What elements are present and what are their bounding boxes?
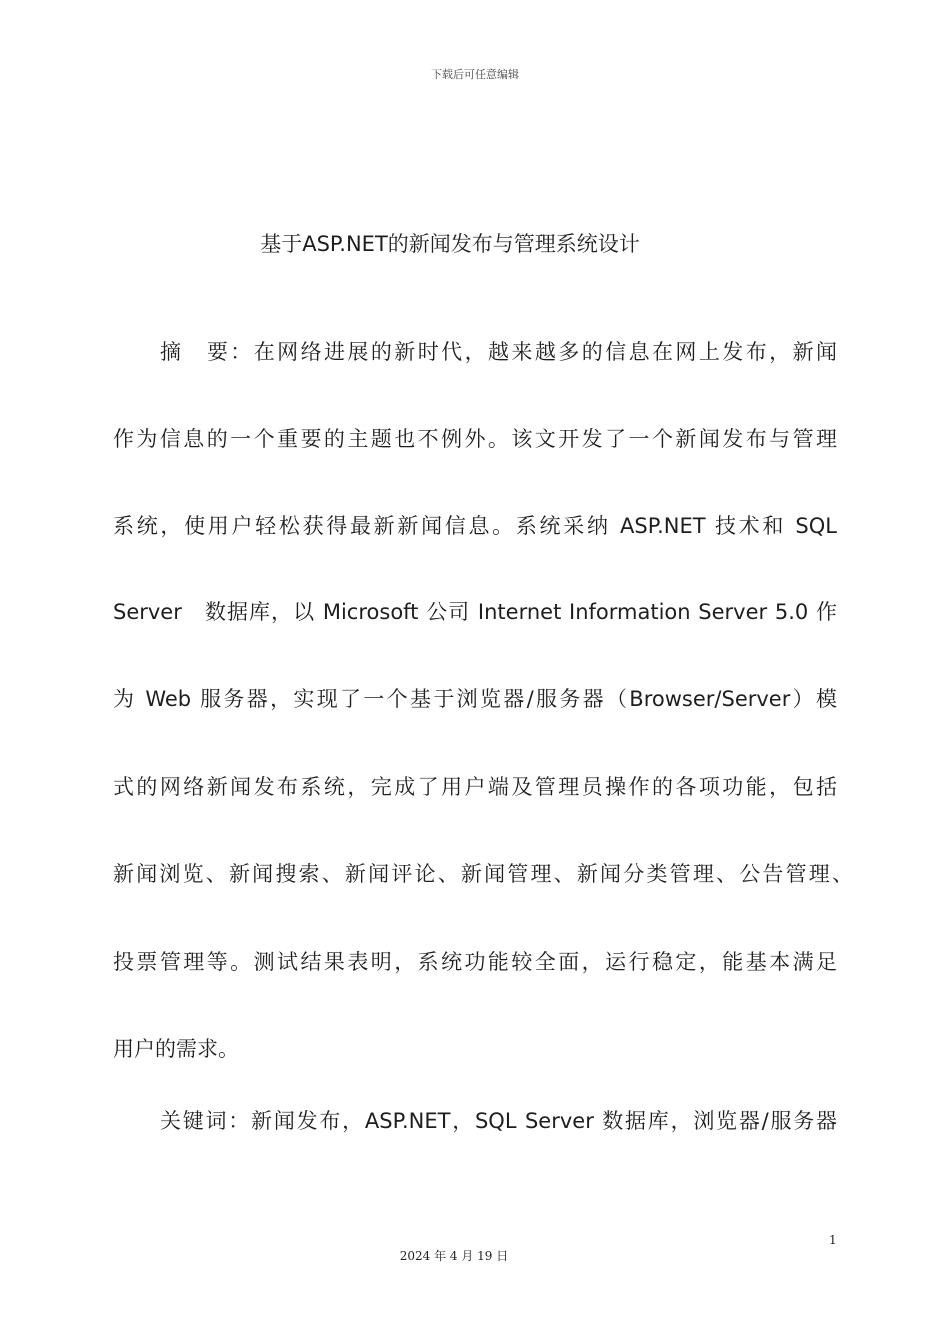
abstract-line-5: 为 Web 服务器，实现了一个基于浏览器/服务器（Browser/Server）模 bbox=[113, 687, 837, 711]
abstract-line-9: 用户的需求。 bbox=[113, 1037, 239, 1061]
page-number: 1 bbox=[829, 1233, 837, 1247]
abstract-line-6: 式的网络新闻发布系统，完成了用户端及管理员操作的各项功能，包括 bbox=[113, 775, 837, 799]
abstract-line-8: 投票管理等。测试结果表明，系统功能较全面，运行稳定，能基本满足 bbox=[113, 950, 837, 974]
abstract-line-4: Server 数据库，以 Microsoft 公司 Internet Information Server 5.0 作 bbox=[113, 600, 837, 624]
abstract-line-2: 作为信息的一个重要的主题也不例外。该文开发了一个新闻发布与管理 bbox=[113, 427, 837, 451]
footer-date: 2024 年 4 月 19 日 bbox=[399, 1249, 509, 1263]
page-header-note: 下载后可任意编辑 bbox=[431, 68, 519, 81]
keywords-line: 关键词：新闻发布，ASP.NET，SQL Server 数据库，浏览器/服务器 bbox=[160, 1109, 837, 1133]
abstract-line-7: 新闻浏览、新闻搜索、新闻评论、新闻管理、新闻分类管理、公告管理、 bbox=[113, 862, 853, 886]
document-title: 基于ASP.NET的新闻发布与管理系统设计 bbox=[260, 232, 640, 256]
abstract-line-1: 摘 要：在网络进展的新时代，越来越多的信息在网上发布，新闻 bbox=[160, 340, 837, 364]
abstract-line-3: 系统，使用户轻松获得最新新闻信息。系统采纳 ASP.NET 技术和 SQL bbox=[113, 514, 837, 538]
